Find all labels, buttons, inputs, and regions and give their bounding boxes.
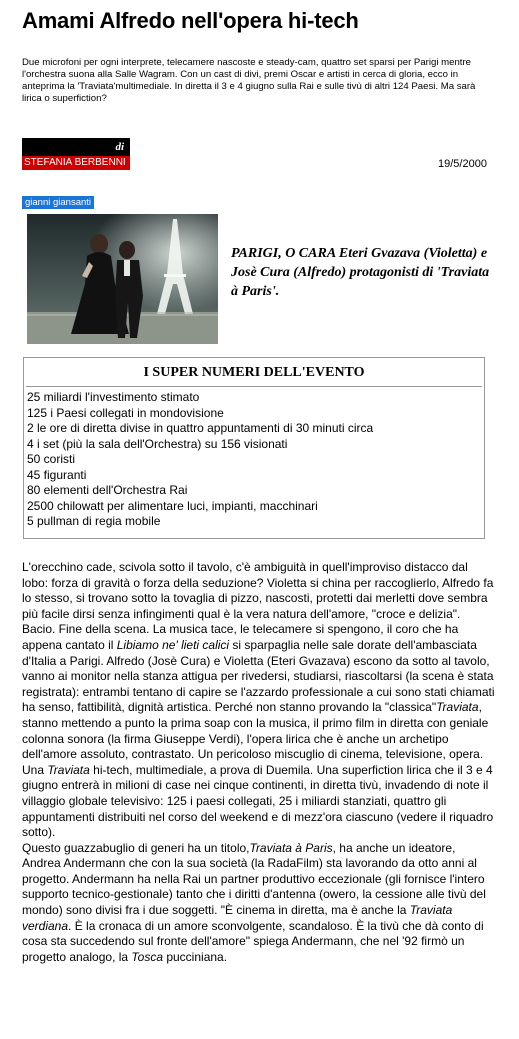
photo-caption: PARIGI, O CARA Eteri Gvazava (Violetta) e Josè Cura (Alfredo) protagonisti di 'Traviata à Paris'. <box>231 246 490 299</box>
body-text-italic: Traviata verdiana <box>22 903 453 933</box>
body-text-run: hi-tech, multimediale, a prova di Duemila. Una superfiction lirica che il 3 e 4 giugno entrerà in milioni di case nei cinque continenti, in diretta tivù, invadendo di note il villaggio globale televisivo: 125 i paesi collegati, 25 i miliardi stanziati, quattro gli appuntamenti distribuiti nel corso del weekend e di mezz'ora ciascuno (vedere il riquadro sotto). <box>22 762 494 840</box>
photo-credit: gianni giansanti <box>22 196 94 209</box>
article-date: 19/5/2000 <box>438 158 487 170</box>
numbers-item: 50 coristi <box>27 452 76 466</box>
numbers-item: 45 figuranti <box>27 467 87 482</box>
body-paragraph-2 <box>22 841 496 966</box>
numbers-item: 2500 chilowatt per alimentare luci, impianti, macchinari <box>27 498 318 513</box>
body-text-run: , stanno mettendo a punto la prima soap con la musica, il primo film in diretta con geniale colonna sonora (la firma Giuseppe Verdi), l'opera lirica che è anche un archetipo dell'amore assoluto, contrastato. Un pericoloso miscuglio di cinema, televisione, opera. Una <box>22 700 489 777</box>
photo-image <box>27 214 218 344</box>
numbers-item: 5 pullman di regia mobile <box>27 514 161 528</box>
body-text-italic: Traviata <box>47 762 90 777</box>
article-photo <box>27 214 218 344</box>
body-text-run: . È la cronaca di un amore sconvolgente, scandaloso. È la tivù che dà conto di cosa sta succedendo sul fronte dell'amore" spiega Andermann, che nel '92 firmò un progetto analogo, la <box>22 918 484 964</box>
numbers-item: 2 le ore di diretta divise in quattro appuntamenti di 30 minuti circa <box>27 421 374 435</box>
body-text-italic: Traviata <box>436 700 479 715</box>
numbers-item: 25 miliardi l'investimento stimato <box>27 390 200 404</box>
body-text-run: Questo guazzabuglio di generi ha un titolo, <box>22 840 250 855</box>
article-title: Amami Alfredo nell'opera hi-tech <box>22 8 359 33</box>
body-text-run: , ha anche un ideatore, Andrea Andermann che con la sua società (la RadaFilm) sta lavorando da otto anni al progetto. Andermann ha nella Rai un partner produttivo eccezionale (gli fornisce l'intero supporto tecnico-gestionale) tanto che i diritti d'antenna (owero, la cessione alle tivù del mondo) sono divisi fra i due soggetti. "È cinema in diretta, ma è anche la <box>22 840 486 918</box>
body-text-italic: Libiamo ne' lieti calici <box>116 637 230 652</box>
numbers-list <box>27 390 484 530</box>
numbers-item: 125 i Paesi collegati in mondovisione <box>27 405 224 420</box>
body-text-run: si sparpaglia nelle sale dorate dell'ambasciata d'Italia a Parigi. Alfredo (Josè Cura) e Violetta (Eteri Gvazava) escono da sotto al tavolo, vanno ai monitor nella stanza attigua per rivedersi, studiarsi, riascoltarsi (la scena è stata registrata): entrambi tentano di capire se l'azzardo professionale a cui sono stati chiamati ha senso, fattibilità, dignità artistica. Perché non stanno provando la "classica" <box>22 637 495 715</box>
body-paragraph-1 <box>22 560 496 841</box>
author-name[interactable]: STEFANIA BERBENNI <box>22 156 130 170</box>
byline-di: di <box>22 138 130 156</box>
numbers-item: 80 elementi dell'Orchestra Rai <box>27 483 188 497</box>
body-text-italic: Tosca <box>131 949 163 964</box>
byline <box>22 138 130 170</box>
article-summary: Due microfoni per ogni interprete, telecamere nascoste e steady-cam, quattro set sparsi per Parigi mentre l'orchestra suona alla Salle Wagram. Con un cast di divi, premi Oscar e artisti in cerca di gloria, ecco in anteprima la 'Traviata'multimediale. In diretta il 3 e 4 giugno sulla Rai e sulle tivù di altri 124 Paesi. Ma sarà lirica o superfiction? <box>22 57 476 104</box>
article-body <box>22 560 496 965</box>
numbers-item: 4 i set (più la sala dell'Orchestra) su 156 visionati <box>27 436 288 451</box>
body-text-italic: Traviata à Paris <box>249 840 333 855</box>
numbers-box <box>23 357 485 539</box>
body-text-run: pucciniana. <box>163 949 228 964</box>
numbers-heading: I SUPER NUMERI DELL'EVENTO <box>26 360 482 387</box>
body-text-run: L'orecchino cade, scivola sotto il tavolo, c'è ambiguità in quell'improviso distacco dal lobo: forza di gravità o forza della seduzione? Violetta si china per raccoglierlo, Alfredo fa lo stesso, si trovano sotto la tovaglia di pizzo, nascosti, protetti dai merletti dove sembra più facile dirsi senza infingimenti qual è la vera natura dell'amore, "croce e delizia". Bacio. Fine della scena. La musica tace, le telecamere si spengono, il coro che ha appena cantato il <box>22 560 494 652</box>
